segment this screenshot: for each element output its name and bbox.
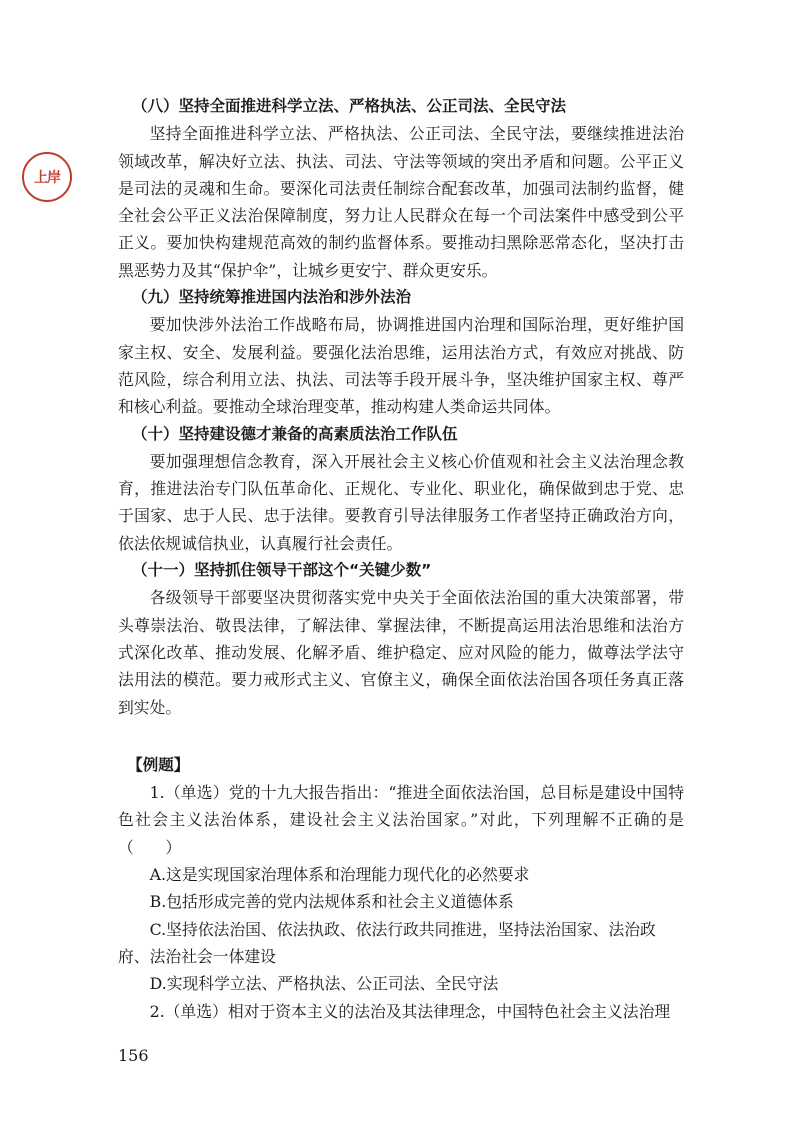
page-content bbox=[118, 93, 684, 1025]
question-2: 2.（单选）相对于资本主义的法治及其法律理念，中国特色社会主义法治理 bbox=[149, 1001, 671, 1021]
option-b: B.包括形成完善的党内法规体系和社会主义道德体系 bbox=[149, 892, 514, 912]
section-body: 要加快涉外法治工作战略布局，协调推进国内治理和国际治理，更好维护国家主权、安全、发展利益。要强化法治思维，运用法治方式，有效应对挑战、防范风险，综合利用立法、执法、司法等手段开展斗争，坚决维护国家主权、尊严和核心利益。要推动全球治理变革，推动构建人类命运共同体。 bbox=[118, 315, 684, 417]
option-c: C.坚持依法治国、依法执政、依法行政共同推进，坚持法治国家、法治政府、法治社会一体建设 bbox=[118, 919, 656, 966]
section-heading: （八）坚持全面推进科学立法、严格执法、公正司法、全民守法 bbox=[131, 97, 566, 115]
section-heading: （十一）坚持抓住领导干部这个“关键少数” bbox=[131, 561, 432, 580]
logo-stamp bbox=[22, 152, 72, 202]
question-1: 1.（单选）党的十九大报告指出：“推进全面依法治国，总目标是建设中国特色社会主义法治体系，建设社会主义法治国家。”对此，下列理解不正确的是（ ） bbox=[118, 783, 684, 857]
page-number: 156 bbox=[118, 1046, 149, 1065]
section-body: 各级领导干部要坚决贯彻落实党中央关于全面依法治国的重大决策部署，带头尊崇法治、敬畏法律，了解法律、掌握法律，不断提高运用法治思维和法治方式深化改革、推动发展、化解矛盾、维护稳定、应对风险的能力，做尊法学法守法用法的模范。要力戒形式主义、官僚主义，确保全面依法治国各项任务真正落到实处。 bbox=[118, 588, 684, 717]
stamp-text: 上岸 bbox=[34, 170, 60, 186]
section-body: 要加强理想信念教育，深入开展社会主义核心价值观和社会主义法治理念教育，推进法治专门队伍革命化、正规化、专业化、职业化，确保做到忠于党、忠于国家、忠于人民、忠于法律。要教育引导法律服务工作者坚持正确政治方向，依法依规诚信执业，认真履行社会责任。 bbox=[118, 451, 684, 553]
option-a: A.这是实现国家治理体系和治理能力现代化的必然要求 bbox=[149, 865, 530, 885]
section-heading: （九）坚持统筹推进国内法治和涉外法治 bbox=[131, 288, 411, 307]
section-heading: （十）坚持建设德才兼备的高素质法治工作队伍 bbox=[131, 424, 458, 443]
example-title: 【例题】 bbox=[127, 755, 190, 774]
option-d: D.实现科学立法、严格执法、公正司法、全民守法 bbox=[149, 974, 499, 994]
section-body: 坚持全面推进科学立法、严格执法、公正司法、全民守法，要继续推进法治领域改革，解决好立法、执法、司法、守法等领域的突出矛盾和问题。公平正义是司法的灵魂和生命。要深化司法责任制综合配套改革，加强司法制约监督，健全社会公平正义法治保障制度，努力让人民群众在每一个司法案件中感受到公平正义。要加快构建规范高效的制约监督体系。要推动扫黑除恶常态化，坚决打击黑恶势力及其“保护伞”，让城乡更安宁、群众更安乐。 bbox=[118, 124, 684, 280]
